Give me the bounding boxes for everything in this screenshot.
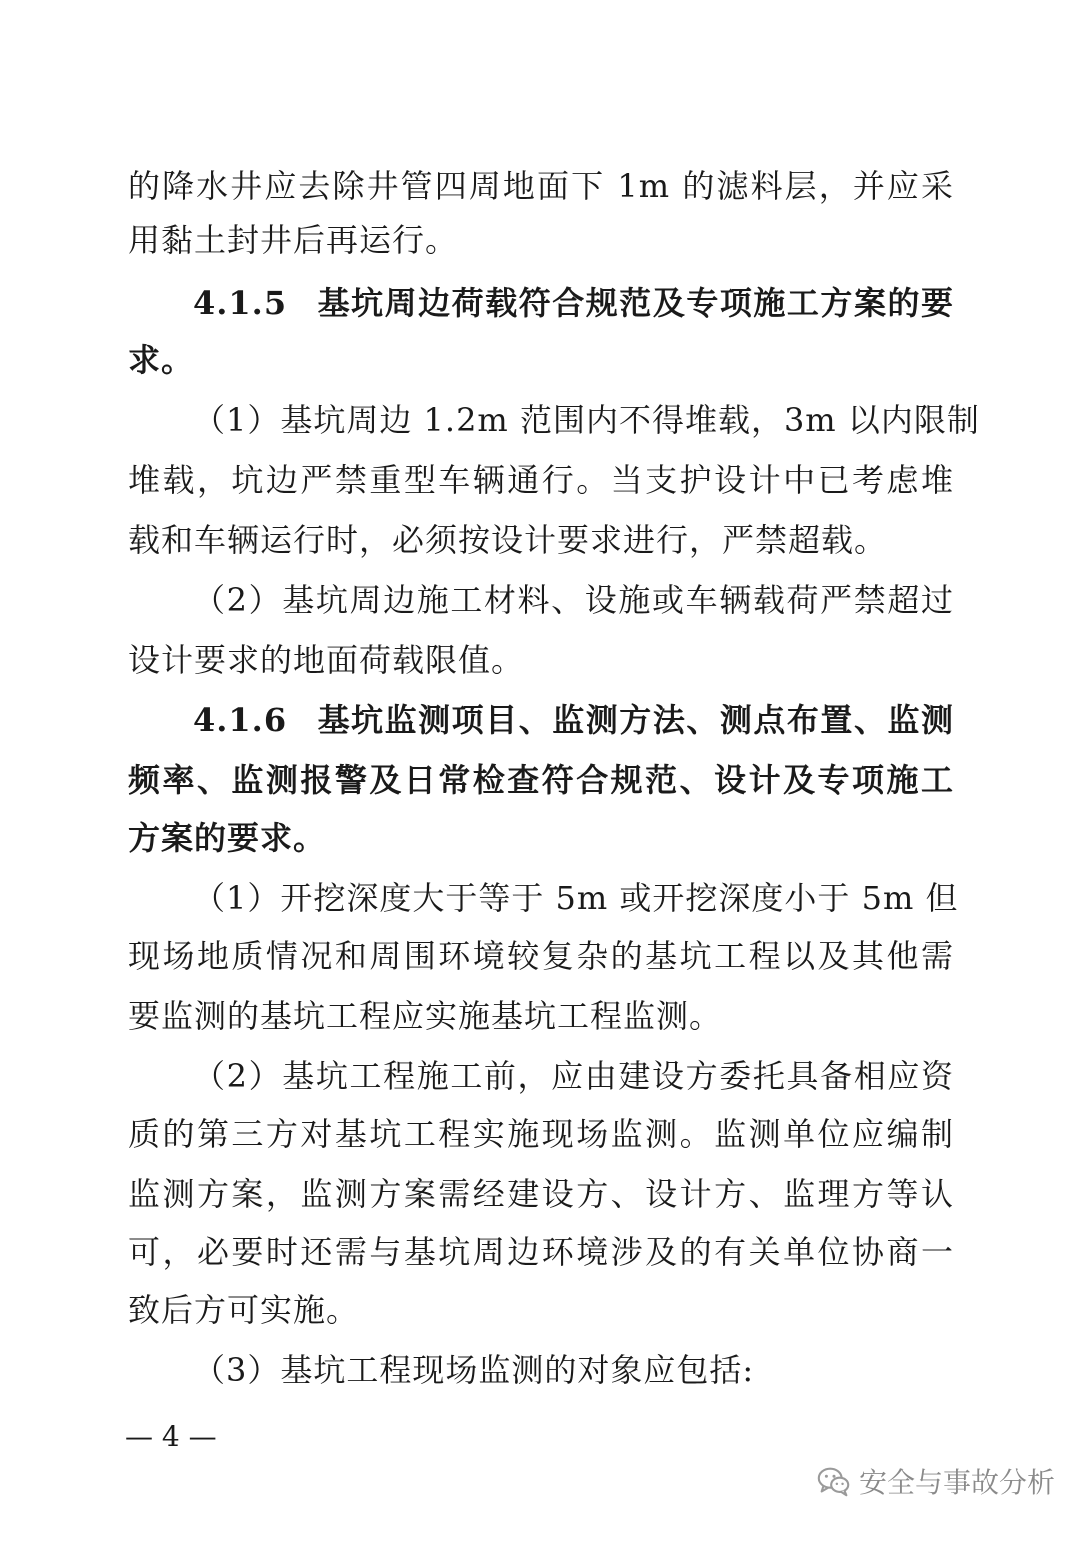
text-line: 设计要求的地面荷载限值。 (128, 641, 525, 679)
text-line: 现场地质情况和周围环境较复杂的基坑工程以及其他需 (128, 937, 954, 975)
text-line: 监测方案，监测方案需经建设方、设计方、监理方等认 (128, 1175, 954, 1213)
section-heading-4-1-5 (193, 283, 954, 323)
page-number: — 4 — (125, 1420, 217, 1453)
section-heading-cont: 求。 (128, 341, 195, 379)
text-line: 的降水井应去除井管四周地面下 1m 的滤料层，并应采 (128, 167, 954, 205)
text-line: 载和车辆运行时，必须按设计要求进行，严禁超载。 (128, 521, 888, 559)
text-line: 用黏土封井后再运行。 (128, 221, 459, 259)
text-line: （2）基坑周边施工材料、设施或车辆载荷严禁超过 (193, 581, 954, 619)
text-line: 致后方可实施。 (128, 1291, 360, 1329)
section-number: 4.1.5 (193, 284, 288, 322)
text-line: 堆载，坑边严禁重型车辆通行。当支护设计中已考虑堆 (128, 461, 954, 499)
section-number: 4.1.6 (193, 701, 288, 739)
text-line: 要监测的基坑工程应实施基坑工程监测。 (128, 997, 723, 1035)
section-title: 基坑周边荷载符合规范及专项施工方案的要 (317, 284, 954, 322)
text-line: 质的第三方对基坑工程实施现场监测。监测单位应编制 (128, 1115, 954, 1153)
text-line: （1）基坑周边 1.2m 范围内不得堆载，3m 以内限制 (193, 401, 980, 439)
wechat-icon (815, 1462, 853, 1500)
section-heading-cont: 方案的要求。 (128, 819, 327, 857)
text-line: （3）基坑工程现场监测的对象应包括: (193, 1351, 755, 1389)
section-heading-4-1-6 (193, 700, 954, 740)
text-line: （2）基坑工程施工前，应由建设方委托具备相应资 (193, 1057, 954, 1095)
watermark-text: 安全与事故分析 (859, 1466, 1056, 1499)
watermark (815, 1458, 1055, 1504)
section-title: 基坑监测项目、监测方法、测点布置、监测 (317, 701, 954, 739)
section-heading-cont: 频率、监测报警及日常检查符合规范、设计及专项施工 (128, 761, 954, 799)
text-line: 可，必要时还需与基坑周边环境涉及的有关单位协商一 (128, 1233, 954, 1271)
text-line: （1）开挖深度大于等于 5m 或开挖深度小于 5m 但 (193, 879, 959, 917)
